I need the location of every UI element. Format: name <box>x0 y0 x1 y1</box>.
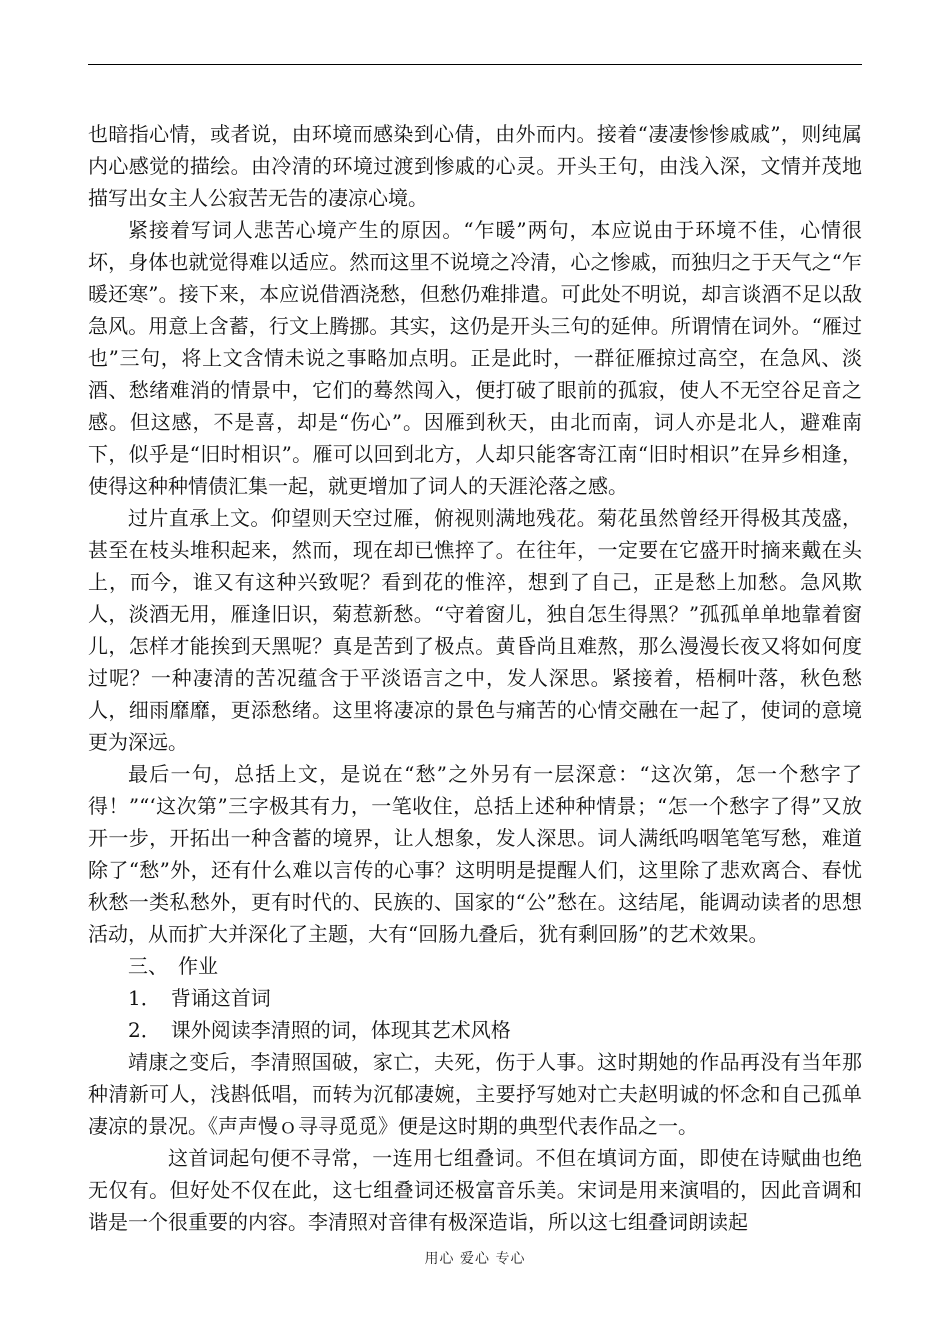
paragraph-3: 过片直承上文。仰望则天空过雁，俯视则满地残花。菊花虽然曾经开得极其茂盛，甚至在枝头堆积起来，然而，现在却已憔捽了。在往年，一定要在它盛开时摘来戴在头上，而今，谁又有这种兴致呢？看到花的惟淬，想到了自己，正是愁上加愁。急风欺人，淡酒无用，雁逢旧识，菊惹新愁。“守着窗儿，独自怎生得黑？”孤孤单单地靠着窗儿，怎样才能挨到天黑呢？真是苦到了极点。黄昏尚且难熬，那么漫漫长夜又将如何度过呢？一种凄清的苦况蕴含于平淡语言之中，发人深思。紧接着，梧桐叶落，秋色愁人，细雨靡靡，更添愁绪。这里将凄凉的景色与痛苦的心情交融在一起了，使词的意境更为深远。 <box>88 506 862 754</box>
header-rule <box>88 64 862 65</box>
section-heading-homework: 三、 作业 <box>128 954 218 978</box>
paragraph-4: 最后一句，总括上文，是说在“愁”之外另有一层深意：“这次第，怎一个愁字了得！”“‘这次第”三字极其有力，一笔收住，总括上述种种情景；“怎一个愁字了得”又放开一步，开拓出一种含蓄的境界，让人想象，发人深思。词人满纸呜咽笔笔写愁，难道除了“愁”外，还有什么难以言传的心事？这明明是提醒人们，这里除了悲欢离合、春忧秋愁一类私愁外，更有时代的、民族的、国家的“公”愁在。这结尾，能调动读者的思想活动，从而扩大并深化了主题，大有“回肠九叠后，犹有剩回肠”的艺术效果。 <box>88 762 862 946</box>
paragraph-5: 靖康之变后，李清照国破，家亡，夫死，伤于人事。这时期她的作品再没有当年那种清新可人，浅斟低唱，而转为沉郁凄婉，主要抒写她对亡夫赵明诚的怀念和自己孤单凄凉的景况。《声声慢ｏ寻寻觅觅》便是这时期的典型代表作品之一。 <box>88 1050 862 1138</box>
homework-item-2: 2． 课外阅读李清照的词，体现其艺术风格 <box>128 1018 511 1042</box>
paragraph-6: 这首词起句便不寻常，一连用七组叠词。不但在填词方面，即使在诗赋曲也绝无仅有。但好处不仅在此，这七组叠词还极富音乐美。宋词是用来演唱的，因此音调和谐是一个很重要的内容。李清照对音律有极深造诣，所以这七组叠词朗读起 <box>88 1146 862 1234</box>
page-footer: 用心 爱心 专心 <box>424 1251 526 1267</box>
homework-item-1: 1． 背诵这首词 <box>128 986 271 1010</box>
document-body <box>88 118 862 1238</box>
paragraph-2: 紧接着写词人悲苦心境产生的原因。“乍暖”两句，本应说由于环境不佳，心情很坏，身体也就觉得难以适应。然而这里不说境之冷清，心之惨戚，而独归之于天气之“乍暖还寒”。接下来，本应说借酒浇愁，但愁仍难排遣。可此处不明说，却言谈酒不足以敌急风。用意上含蓄，行文上腾挪。其实，这仍是开头三句的延伸。所谓情在词外。“雁过也”三句，将上文含情未说之事略加点明。正是此时，一群征雁掠过高空，在急风、淡酒、愁绪难消的情景中，它们的蓦然闯入，便打破了眼前的孤寂，使人不无空谷足音之感。但这感，不是喜，却是“伤心”。因雁到秋天，由北而南，词人亦是北人，避难南下，似乎是“旧时相识”。雁可以回到北方，人却只能客寄江南“旧时相识”在异乡相逢，使得这种种情债汇集一起，就更增加了词人的天涯沦落之感。 <box>88 218 862 498</box>
paragraph-1: 也暗指心情，或者说，由环境而感染到心倩，由外而内。接着“凄凄惨惨戚戚”，则纯属内心感觉的描绘。由冷清的环境过渡到惨戚的心灵。开头王句，由浅入深，文情并茂地描写出女主人公寂苦无告的凄凉心境。 <box>88 122 862 210</box>
